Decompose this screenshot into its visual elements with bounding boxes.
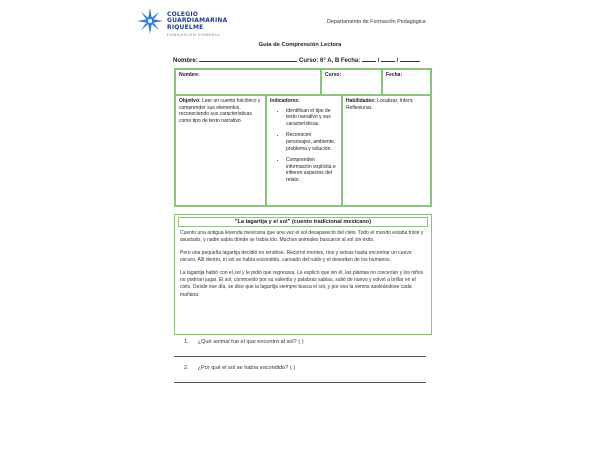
logo-wordmark: COLEGIO GUARDIAMARINA RIQUELME — [167, 11, 228, 31]
month-blank — [381, 55, 395, 62]
reading-paragraph: Cuento una antigua leyenda mexicana que una vez el sol desapareció del cielo. Todo el mundo estaba triste y asustado, y nadie sabía dónde se había ido. Muchos animales buscaron al sol sin éxito. — [180, 230, 424, 244]
course-value: 6° A, B — [320, 58, 340, 64]
list-item: • Identifican el tipo de texto narrativo y sus características. — [286, 108, 338, 128]
school-logo — [137, 8, 237, 38]
reading-paragraph: La lagartija habló con el sol y le pidió que regresara. Le explicó que sin él, las plantas no crecerían y los niños no podrían jugar. El sol, conmovido por su valentía y palabras sabias, salió de nuevo y volvió a brillar en el cielo. Desde ese día, se dice que la lagartija siempre busca el sol, y por eso la vemos asoleándose cada mañana. — [180, 269, 424, 298]
day-blank — [362, 55, 376, 62]
answer-line-2[interactable] — [174, 382, 426, 383]
reading-paragraph: Pero una pequeña lagartija decidió no rendirse. Recorrió montes, ríos y selvas hasta encontrar un cuevo oscuro. Allí dentro, el sol se había escondido, cansado del ruido y el desorden de los humanos. — [180, 249, 412, 264]
info-table — [174, 68, 432, 207]
logo-foundation: FUNDACIÓN CONDELL — [167, 32, 221, 37]
compass-star-icon — [137, 8, 163, 34]
reading-title: "La lagartija y el sol" (cuento tradicional mexicano) — [178, 217, 428, 227]
page-title: Guía de Comprensión Lectora — [258, 42, 342, 48]
list-item: • Comprenden información explícita e infieren aspectos del relato. — [286, 157, 338, 183]
student-info-line: Nombre: Curso: 6° A, B Fecha: / / — [173, 55, 420, 64]
skills-cell: Habilidades: Localizar, Inferir, Reflexionar. — [342, 95, 431, 206]
answer-line-1[interactable] — [174, 356, 426, 357]
name-blank — [199, 55, 297, 62]
grid-name-cell: Nombre: — [175, 69, 321, 95]
reading-body — [180, 230, 428, 304]
question-2: 2. ¿Por qué el sol se había escondido? ( ) — [184, 365, 296, 371]
date-label: Fecha: — [340, 58, 361, 64]
list-item: • Reconocen personajes, ambiente, problema y solución. — [286, 132, 338, 152]
grid-date-cell: Fecha: — [382, 69, 431, 95]
grid-course-cell: Curso: — [321, 69, 382, 95]
reading-box — [174, 214, 432, 335]
question-1: 1. ¿Qué animal fue el que encontró al sol? ( ) — [184, 339, 304, 345]
objective-cell: Objetivo: Leer un cuento folclórico y comprender sus elementos, reconociendo sus características como tipo de texto narrativo. — [175, 95, 266, 206]
year-blank — [400, 55, 420, 62]
department-label: Departamento de Formación Pedagógica — [327, 19, 426, 25]
indicators-cell: Indicadores: • Identifican el tipo de texto narrativo y sus características. • Reconocen personajes, ambiente, problema y solución. • Comprenden información explícita e infieren aspectos del relato. — [266, 95, 342, 206]
course-label: Curso: — [299, 58, 319, 64]
indicators-list — [270, 108, 338, 184]
name-label: Nombre: — [173, 58, 198, 64]
